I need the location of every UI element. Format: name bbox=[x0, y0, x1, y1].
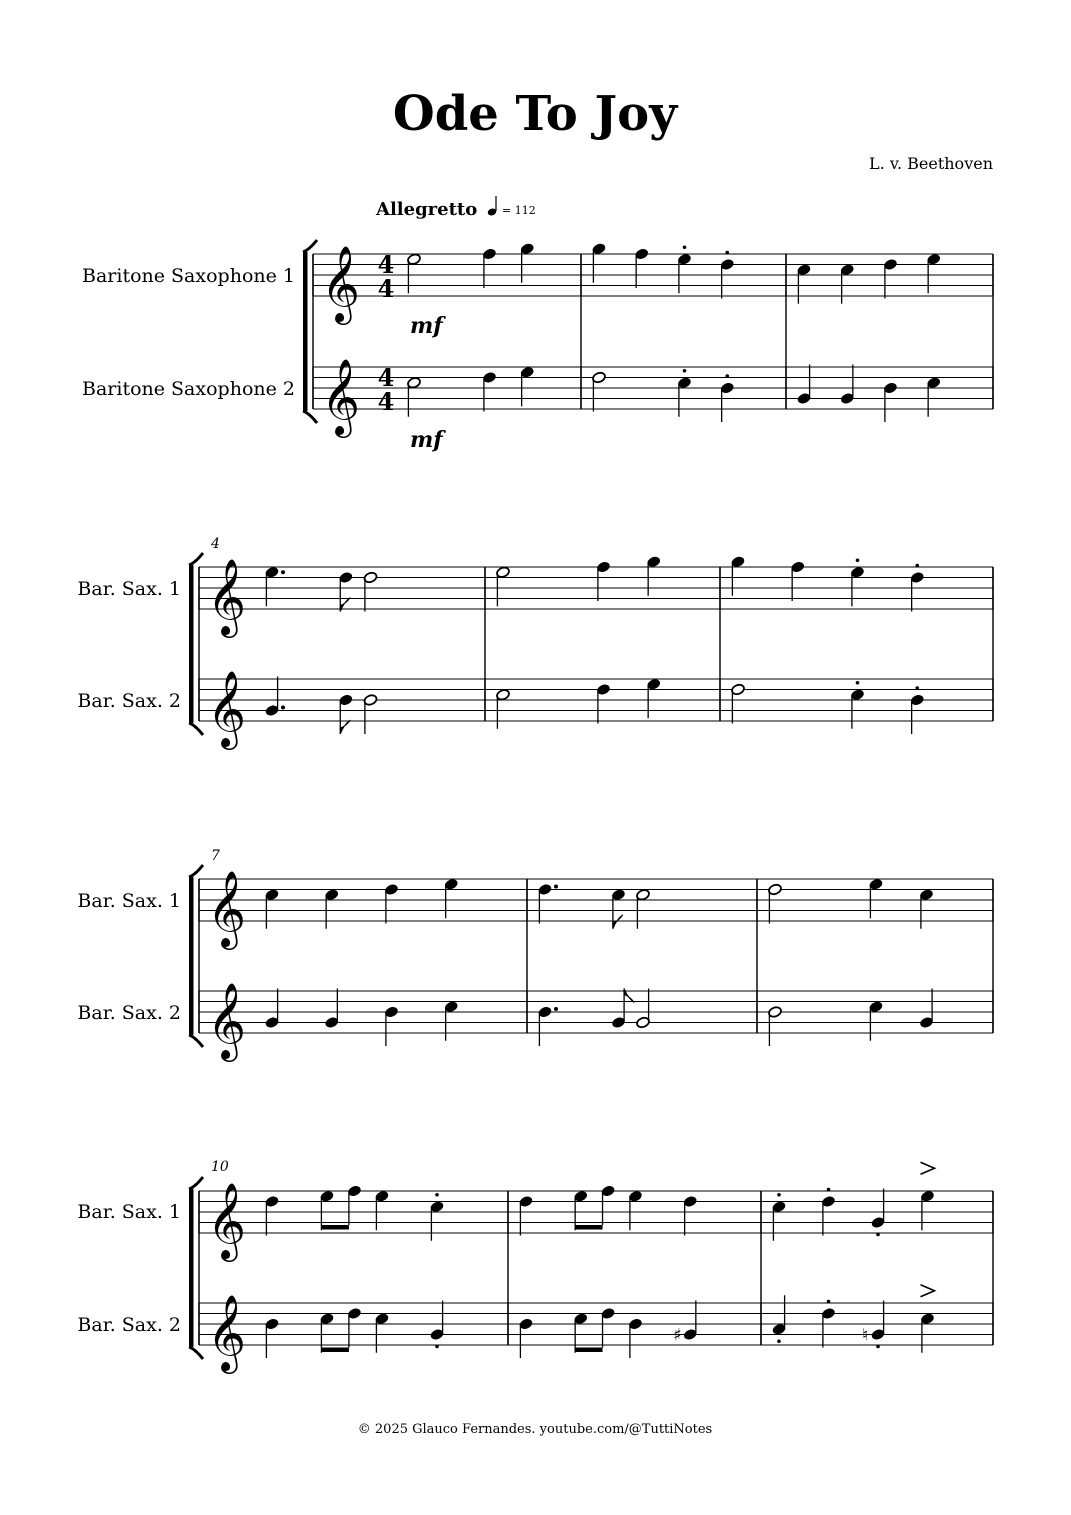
svg-text:4: 4 bbox=[377, 250, 395, 279]
natural-accidental-icon: ♮ bbox=[862, 1325, 869, 1346]
measure bbox=[265, 677, 378, 735]
bracket-bottom-hook bbox=[303, 411, 317, 423]
note bbox=[320, 1312, 335, 1352]
note bbox=[926, 376, 941, 416]
note bbox=[673, 1301, 697, 1346]
note bbox=[347, 1307, 362, 1347]
time-signature bbox=[378, 363, 395, 416]
note bbox=[883, 382, 898, 422]
staff bbox=[199, 679, 993, 721]
treble-clef-icon bbox=[207, 982, 246, 1062]
note bbox=[628, 1190, 643, 1230]
part-label-short-1: Bar. Sax. 1 bbox=[77, 890, 181, 912]
measure bbox=[592, 369, 735, 422]
measure bbox=[538, 989, 651, 1047]
measure bbox=[265, 1301, 445, 1359]
staccato-dot bbox=[777, 1339, 781, 1343]
note bbox=[592, 242, 607, 282]
bracket-bar bbox=[189, 565, 194, 723]
staccato-dot bbox=[915, 564, 919, 568]
svg-text:4: 4 bbox=[377, 274, 395, 303]
svg-text:𝄞: 𝄞 bbox=[207, 1294, 247, 1371]
tempo-value: = 112 bbox=[502, 204, 536, 217]
measure-number: 7 bbox=[211, 848, 220, 864]
note bbox=[920, 1285, 935, 1353]
note bbox=[324, 888, 339, 928]
beam bbox=[321, 1225, 349, 1230]
note bbox=[840, 263, 855, 303]
score-system bbox=[199, 878, 993, 1046]
note bbox=[596, 561, 611, 601]
system-bracket bbox=[189, 1177, 203, 1359]
measure bbox=[265, 989, 459, 1047]
staccato-dot bbox=[876, 1233, 880, 1237]
note bbox=[628, 1318, 643, 1358]
staccato-dot bbox=[856, 681, 860, 685]
score-title: Ode To Joy bbox=[392, 86, 678, 142]
note bbox=[790, 561, 805, 601]
svg-text:𝄞: 𝄞 bbox=[207, 558, 247, 635]
svg-text:𝄞: 𝄞 bbox=[321, 358, 361, 435]
note bbox=[869, 1000, 884, 1040]
note bbox=[407, 376, 422, 416]
score-system bbox=[199, 1162, 993, 1358]
treble-clef-icon bbox=[207, 870, 246, 950]
treble-clef-icon bbox=[321, 245, 360, 325]
note bbox=[265, 989, 280, 1029]
note bbox=[731, 555, 746, 595]
staccato-dot bbox=[683, 369, 687, 373]
system-bracket bbox=[303, 240, 317, 423]
note bbox=[772, 1295, 787, 1343]
note bbox=[265, 1195, 280, 1235]
part-label-baritone-sax-2: Baritone Saxophone 2 bbox=[82, 378, 295, 400]
dynamic-marking: mf bbox=[410, 313, 443, 339]
bracket-top-hook bbox=[189, 865, 203, 877]
svg-text:4: 4 bbox=[377, 363, 395, 392]
eighth-flag bbox=[340, 720, 350, 734]
measure-number: 10 bbox=[211, 1159, 229, 1175]
part-label-short-2: Bar. Sax. 2 bbox=[77, 1002, 181, 1024]
svg-text:𝄞: 𝄞 bbox=[207, 982, 247, 1059]
measure bbox=[592, 242, 735, 298]
note bbox=[482, 248, 497, 288]
note bbox=[926, 253, 941, 293]
note bbox=[496, 688, 511, 728]
measure bbox=[797, 365, 942, 423]
treble-clef-icon bbox=[207, 558, 246, 638]
note bbox=[683, 1195, 698, 1235]
tempo-text: Allegretto bbox=[376, 199, 478, 220]
dotted-rhythm-dot bbox=[554, 1007, 558, 1011]
treble-clef-icon bbox=[207, 1294, 246, 1374]
beam bbox=[575, 1348, 602, 1353]
part-label-short-2: Bar. Sax. 2 bbox=[77, 1314, 181, 1336]
music-notation bbox=[189, 240, 993, 1374]
note bbox=[797, 263, 812, 303]
staccato-dot bbox=[725, 374, 729, 378]
part-label-short-2: Bar. Sax. 2 bbox=[77, 690, 181, 712]
score-system bbox=[199, 555, 993, 734]
note bbox=[430, 1193, 445, 1241]
accent-mark bbox=[921, 1162, 935, 1174]
note bbox=[919, 989, 934, 1029]
accent-mark bbox=[921, 1285, 935, 1297]
bracket-bar bbox=[189, 1189, 194, 1347]
note bbox=[520, 366, 535, 406]
measure bbox=[768, 989, 934, 1047]
svg-text:𝄞: 𝄞 bbox=[207, 1182, 247, 1259]
staccato-dot bbox=[856, 558, 860, 562]
part-label-short-1: Bar. Sax. 1 bbox=[77, 578, 181, 600]
note bbox=[444, 1000, 459, 1040]
bracket-bottom-hook bbox=[189, 1347, 203, 1359]
bracket-bar bbox=[189, 877, 194, 1035]
note bbox=[772, 1193, 787, 1241]
bracket-bar bbox=[303, 252, 308, 411]
note bbox=[731, 683, 746, 723]
system-bracket bbox=[189, 553, 203, 735]
measure bbox=[772, 1285, 935, 1353]
staccato-dot bbox=[777, 1193, 781, 1197]
bracket-top-hook bbox=[189, 1177, 203, 1189]
note bbox=[444, 878, 459, 918]
bracket-top-hook bbox=[303, 240, 317, 252]
note bbox=[384, 1006, 399, 1046]
dotted-rhythm-dot bbox=[554, 885, 558, 889]
bracket-bottom-hook bbox=[189, 723, 203, 735]
time-signature bbox=[378, 250, 395, 303]
note bbox=[768, 883, 783, 923]
measure bbox=[265, 566, 378, 612]
bracket-top-hook bbox=[189, 553, 203, 565]
note bbox=[677, 369, 692, 417]
staff bbox=[199, 567, 993, 609]
note bbox=[519, 1195, 534, 1235]
note bbox=[592, 371, 607, 411]
staccato-dot bbox=[827, 1300, 831, 1304]
note bbox=[869, 878, 884, 918]
staccato-dot bbox=[435, 1193, 439, 1197]
composer-credit: L. v. Beethoven bbox=[869, 154, 993, 173]
quarter-note-icon bbox=[487, 196, 498, 217]
staccato-dot bbox=[915, 686, 919, 690]
svg-text:𝄞: 𝄞 bbox=[207, 670, 247, 747]
staff bbox=[199, 991, 993, 1033]
note bbox=[601, 1307, 616, 1347]
note bbox=[573, 1312, 588, 1352]
measure bbox=[265, 1185, 445, 1241]
svg-text:4: 4 bbox=[377, 387, 395, 416]
note bbox=[573, 1190, 588, 1230]
beam bbox=[575, 1225, 602, 1230]
note bbox=[347, 1185, 362, 1225]
note bbox=[636, 888, 651, 928]
measure bbox=[519, 1301, 698, 1359]
measure-number: 4 bbox=[211, 536, 220, 552]
staccato-dot bbox=[435, 1345, 439, 1349]
note bbox=[496, 566, 511, 606]
treble-clef-icon bbox=[207, 1182, 246, 1262]
note bbox=[797, 365, 812, 405]
note bbox=[768, 1006, 783, 1046]
tempo-marking bbox=[375, 196, 536, 220]
system-bracket bbox=[189, 865, 203, 1047]
sharp-accidental-icon: ♯ bbox=[673, 1325, 682, 1346]
measure bbox=[731, 681, 925, 734]
measure bbox=[731, 555, 925, 611]
note bbox=[634, 248, 649, 288]
note bbox=[482, 371, 497, 411]
note bbox=[520, 242, 535, 282]
note bbox=[265, 888, 280, 928]
note bbox=[384, 883, 399, 923]
note bbox=[919, 888, 934, 928]
note bbox=[850, 681, 865, 729]
treble-clef-icon bbox=[207, 670, 246, 750]
note bbox=[636, 989, 651, 1029]
note bbox=[363, 571, 378, 611]
note bbox=[265, 1318, 280, 1358]
note bbox=[677, 245, 692, 293]
part-label-baritone-sax-1: Baritone Saxophone 1 bbox=[82, 265, 295, 287]
note bbox=[363, 694, 378, 734]
measure bbox=[519, 1185, 698, 1236]
note bbox=[375, 1312, 390, 1352]
note bbox=[320, 1190, 335, 1230]
staccato-dot bbox=[876, 1345, 880, 1349]
treble-clef-icon bbox=[321, 358, 360, 438]
note bbox=[646, 678, 661, 718]
note bbox=[883, 258, 898, 298]
note bbox=[407, 253, 422, 293]
bracket-bottom-hook bbox=[189, 1035, 203, 1047]
note bbox=[920, 1162, 935, 1230]
staccato-dot bbox=[827, 1188, 831, 1192]
copyright-footer: © 2025 Glauco Fernandes. youtube.com/@TuttiNotes bbox=[357, 1422, 713, 1437]
note bbox=[596, 683, 611, 723]
note bbox=[601, 1185, 616, 1225]
note bbox=[265, 566, 285, 606]
note bbox=[840, 365, 855, 405]
note bbox=[519, 1318, 534, 1358]
beam bbox=[321, 1348, 349, 1353]
svg-text:𝄞: 𝄞 bbox=[207, 870, 247, 947]
part-label-short-1: Bar. Sax. 1 bbox=[77, 1201, 181, 1223]
staccato-dot bbox=[683, 245, 687, 249]
staccato-dot bbox=[725, 251, 729, 255]
dynamic-marking: mf bbox=[410, 427, 443, 453]
note bbox=[375, 1190, 390, 1230]
eighth-flag bbox=[613, 915, 623, 929]
dotted-rhythm-dot bbox=[281, 570, 285, 574]
note bbox=[324, 989, 339, 1029]
svg-text:𝄞: 𝄞 bbox=[321, 245, 361, 322]
note bbox=[646, 555, 661, 595]
note bbox=[850, 558, 865, 606]
dotted-rhythm-dot bbox=[281, 706, 285, 710]
